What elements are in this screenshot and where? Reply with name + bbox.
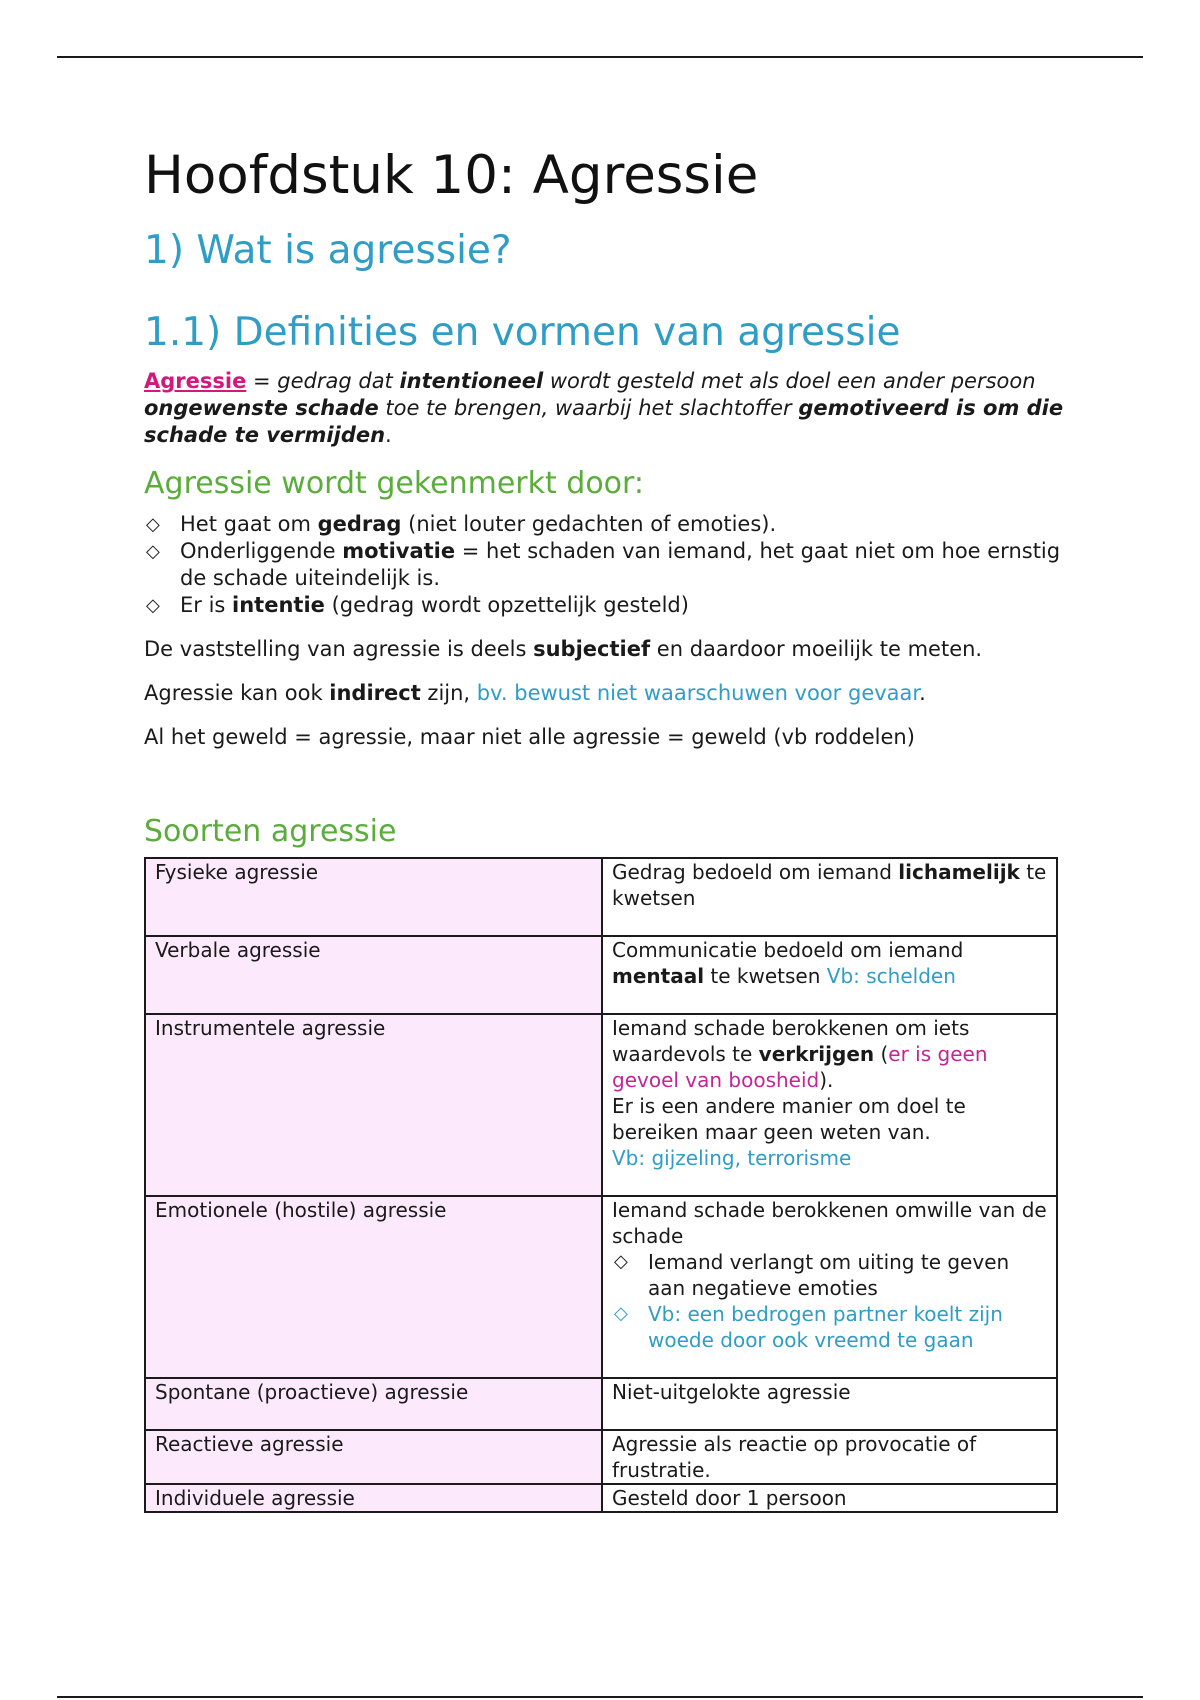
example-text: Vb: gijzeling, terrorisme xyxy=(612,1146,852,1170)
table-cell-type: Emotionele (hostile) agressie xyxy=(145,1196,602,1378)
list-item: ◇ Het gaat om gedrag (niet louter gedachten of emoties). xyxy=(144,511,1064,538)
table-cell-description: Gedrag bedoeld om iemand lichamelijk te kwetsen xyxy=(602,858,1057,936)
list-item: ◇ Iemand verlangt om uiting te geven aan negatieve emoties xyxy=(612,1249,1047,1301)
footer-rule xyxy=(57,1696,1143,1698)
table-cell-description: Iemand schade berokkenen om iets waardevols te verkrijgen (er is geen gevoel van boosheid). Er is een andere manier om doel te bereiken maar geen weten van. Vb: gijzeling, terrorisme xyxy=(602,1014,1057,1196)
section-heading: 1) Wat is agressie? xyxy=(144,228,512,273)
table-cell-type: Fysieke agressie xyxy=(145,858,602,936)
aggression-types-table xyxy=(144,857,1058,1513)
table-row xyxy=(145,1378,1057,1430)
characteristics-list xyxy=(144,511,1064,619)
document-body xyxy=(144,138,1064,1513)
paragraph-geweld: Al het geweld = agressie, maar niet alle agressie = geweld (vb roddelen) xyxy=(144,725,915,749)
table-row xyxy=(145,1484,1057,1512)
table-cell-type: Verbale agressie xyxy=(145,936,602,1014)
example-text: Vb: schelden xyxy=(826,964,956,988)
table-row xyxy=(145,936,1057,1014)
table-row xyxy=(145,1430,1057,1484)
table-cell-type: Individuele agressie xyxy=(145,1484,602,1512)
table-cell-description: Iemand schade berokkenen omwille van de schade ◇ Iemand verlangt om uiting te geven aan negatieve emoties ◇ Vb: een bedrogen partner koelt zijn woede door ook vreemd te gaan xyxy=(602,1196,1057,1378)
definition-paragraph: Agressie = gedrag dat intentioneel wordt gesteld met als doel een ander persoon ongewenste schade toe te brengen, waarbij het slachtoffer gemotiveerd is om die schade te vermijden. xyxy=(144,369,1064,447)
table-cell-description: Agressie als reactie op provocatie of frustratie. xyxy=(602,1430,1057,1484)
paragraph-subjectief: De vaststelling van agressie is deels subjectief en daardoor moeilijk te meten. xyxy=(144,637,983,661)
chapter-title: Hoofdstuk 10: Agressie xyxy=(144,145,759,206)
table-row xyxy=(145,1014,1057,1196)
table-cell-type: Instrumentele agressie xyxy=(145,1014,602,1196)
subsection-heading: 1.1) Definities en vormen van agressie xyxy=(144,310,901,355)
paragraph-indirect: Agressie kan ook indirect zijn, bv. bewust niet waarschuwen voor gevaar. xyxy=(144,681,926,705)
emotional-list xyxy=(612,1249,1047,1353)
table-row xyxy=(145,858,1057,936)
list-item: ◇ Vb: een bedrogen partner koelt zijn woede door ook vreemd te gaan xyxy=(612,1301,1047,1353)
characteristics-heading: Agressie wordt gekenmerkt door: xyxy=(144,466,644,501)
table-row xyxy=(145,1196,1057,1378)
types-heading: Soorten agressie xyxy=(144,814,397,849)
table-cell-description: Communicatie bedoeld om iemand mentaal te kwetsen Vb: schelden xyxy=(602,936,1057,1014)
example-text: bv. bewust niet waarschuwen voor gevaar xyxy=(476,681,920,705)
definition-term: Agressie xyxy=(144,369,247,393)
list-item: ◇ Er is intentie (gedrag wordt opzettelijk gesteld) xyxy=(144,592,1064,619)
header-rule xyxy=(57,56,1143,58)
table-cell-type: Reactieve agressie xyxy=(145,1430,602,1484)
table-cell-description: Gesteld door 1 persoon xyxy=(602,1484,1057,1512)
table-cell-description: Niet-uitgelokte agressie xyxy=(602,1378,1057,1430)
highlight-text: er is geen gevoel van boosheid xyxy=(612,1042,988,1092)
list-item: ◇ Onderliggende motivatie = het schaden van iemand, het gaat niet om hoe ernstig de schade uiteindelijk is. xyxy=(144,538,1064,592)
table-cell-type: Spontane (proactieve) agressie xyxy=(145,1378,602,1430)
